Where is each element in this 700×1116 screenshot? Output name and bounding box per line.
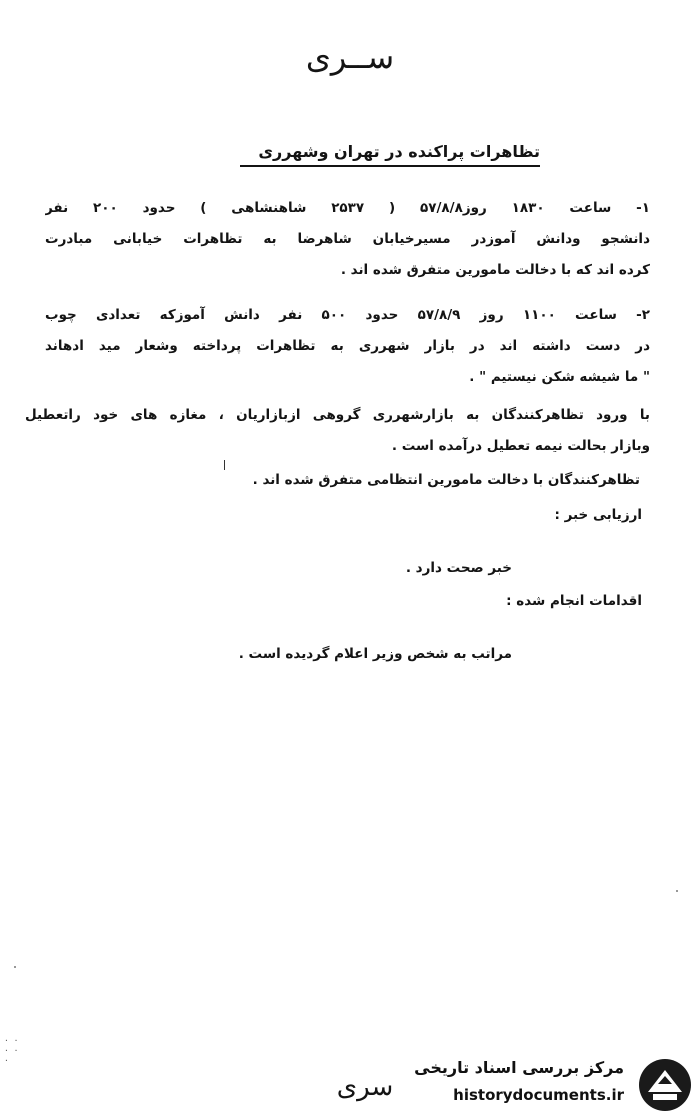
item-1-line-2: دانشجو ودانش آموزدر مسیرخیابان شاهرضا به تظاهرات خیابانی مبادرت <box>45 231 650 247</box>
paragraph-3-line-2: وبازار بحالت نیمه تعطیل درآمده است . <box>391 438 650 454</box>
item-1-line-3: کرده اند که با دخالت مامورین متفرق شده اند . <box>340 262 650 278</box>
archive-logo-icon <box>634 1056 696 1114</box>
item-1-line-1: ۱- ساعت ۱۸۳۰ روز۵۷/۸/۸ ( ۲۵۳۷ شاهنشاهی ) حدود ۲۰۰ نفر <box>45 200 650 216</box>
paragraph-4: تظاهرکنندگان با دخالت مامورین انتظامی متفرق شده اند . <box>252 472 640 488</box>
assessment-text: خبر صحت دارد . <box>405 560 512 576</box>
actions-text: مراتب به شخص وزیر اعلام گردیده است . <box>238 646 512 662</box>
actions-heading: اقدامات انجام شده : <box>506 593 642 609</box>
item-2-line-1: ۲- ساعت ۱۱۰۰ روز ۵۷/۸/۹ حدود ۵۰۰ نفر دانش آموزکه تعدادی چوب <box>45 307 650 323</box>
scan-speck <box>14 966 16 968</box>
margin-marks <box>4 1036 18 1066</box>
item-2-line-3: " ما شیشه شکن نیستیم " . <box>469 369 650 385</box>
item-2 <box>45 300 650 393</box>
item-1 <box>45 193 650 286</box>
paragraph-3 <box>25 400 650 462</box>
margin-mark: · · <box>4 1036 19 1045</box>
ink-mark <box>224 460 225 470</box>
document-title: تظاهرات پراکنده در تهران وشهرری <box>240 142 540 167</box>
assessment-heading: ارزیابی خبر : <box>554 507 642 523</box>
scan-speck <box>676 890 678 892</box>
margin-mark: · · <box>4 1046 19 1055</box>
watermark-org-name: مرکز بررسی اسناد تاریخی <box>414 1058 624 1077</box>
margin-mark: · <box>4 1056 9 1065</box>
watermark-url: historydocuments.ir <box>453 1086 624 1104</box>
archive-watermark <box>414 1052 700 1116</box>
item-2-line-2: در دست داشته اند در بازار شهرری به تظاهرات پرداخته وشعار مید ادهاند <box>45 338 650 354</box>
bottom-classification-stamp: سرى <box>336 1072 394 1102</box>
top-classification-stamp: ســرى <box>305 38 395 76</box>
paragraph-3-line-1: با ورود تظاهرکنندگان به بازارشهرری گروهی ازبازاریان ، مغازه های خود راتعطیل <box>25 407 650 423</box>
